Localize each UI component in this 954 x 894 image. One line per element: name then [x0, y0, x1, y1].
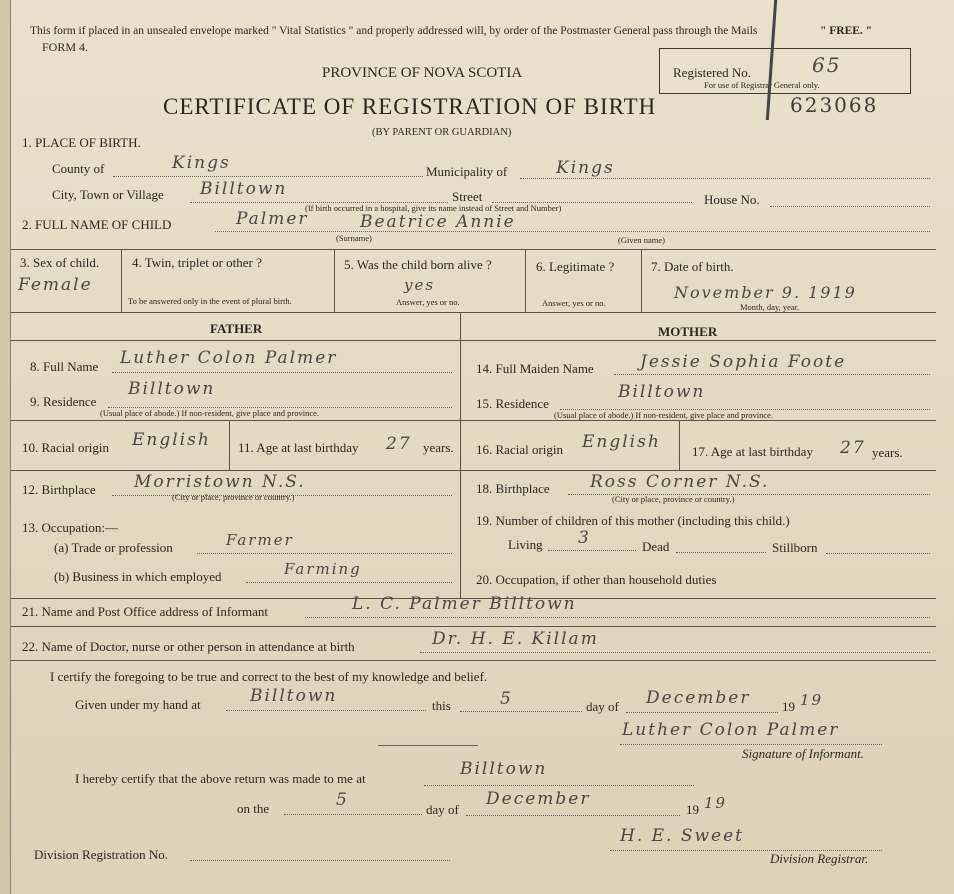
occupation-label: 13. Occupation:—: [22, 520, 119, 535]
living-value: 3: [578, 528, 591, 548]
given-month: December: [646, 688, 751, 708]
city-value: Billtown: [200, 179, 288, 199]
registrar-signature: H. E. Sweet: [620, 826, 744, 846]
registrar-day: 5: [336, 790, 349, 810]
mother-name: Jessie Sophia Foote: [640, 352, 847, 372]
doctor-label: 22. Name of Doctor, nurse or other person in attendance at birth: [22, 639, 355, 654]
registrar-note: For use of Registrar General only.: [704, 80, 820, 90]
mother-occupation-label: 20. Occupation, if other than household duties: [476, 572, 717, 587]
given-year-prefix: 19: [782, 699, 795, 714]
mother-birthplace: Ross Corner N.S.: [590, 472, 770, 492]
alive-value: yes: [404, 276, 436, 294]
father-name-label: 8. Full Name: [30, 359, 99, 374]
child-name-label: 2. FULL NAME OF CHILD: [22, 217, 172, 232]
county-label: County of: [52, 161, 105, 176]
children-label: 19. Number of children of this mother (including this child.): [476, 513, 790, 528]
dob-value: November 9. 1919: [674, 283, 857, 302]
mother-name-label: 14. Full Maiden Name: [476, 361, 594, 376]
father-age-label: 11. Age at last birthday: [238, 440, 359, 455]
alive-label: 5. Was the child born alive ?: [344, 257, 492, 272]
given-day: 5: [500, 689, 513, 709]
sex-label: 3. Sex of child.: [20, 255, 100, 270]
division-registrar-caption: Division Registrar.: [770, 851, 869, 866]
father-birthplace: Morristown N.S.: [134, 472, 306, 492]
registrar-statement: I hereby certify that the above return was made to me at: [75, 771, 366, 786]
stillborn-label: Stillborn: [772, 540, 818, 555]
registered-number: 65: [812, 53, 842, 77]
mother-residence: Billtown: [618, 382, 706, 402]
free-mark: " FREE. ": [820, 25, 873, 37]
municipality-value: Kings: [556, 158, 615, 178]
twin-label: 4. Twin, triplet or other ?: [132, 255, 262, 270]
father-residence-note: (Usual place of abode.) If non-resident, give place and province.: [100, 408, 320, 418]
page-title: CERTIFICATE OF REGISTRATION OF BIRTH: [163, 94, 657, 119]
business-value: Farming: [284, 560, 362, 578]
living-label: Living: [508, 537, 543, 552]
certify-statement: I certify the foregoing to be true and correct to the best of my knowledge and belief.: [50, 669, 488, 684]
mother-racial: English: [582, 432, 661, 452]
doctor-value: Dr. H. E. Killam: [432, 629, 599, 649]
registrar-day-of-label: day of: [426, 802, 459, 817]
mother-age-label: 17. Age at last birthday: [692, 444, 813, 459]
province-heading: PROVINCE OF NOVA SCOTIA: [322, 65, 523, 81]
father-birthplace-label: 12. Birthplace: [22, 482, 96, 497]
registered-label: Registered No.: [673, 65, 751, 80]
informant-signature-caption: Signature of Informant.: [742, 746, 864, 761]
mother-birthplace-note: (City or place, province or country.): [612, 494, 735, 504]
father-residence-label: 9. Residence: [30, 394, 97, 409]
registrar-month: December: [486, 789, 591, 809]
surname-caption: (Surname): [336, 233, 372, 243]
informant-value: L. C. Palmer Billtown: [352, 594, 577, 614]
binding-strip: [0, 0, 11, 894]
father-years: years.: [423, 440, 454, 455]
father-age: 27: [386, 434, 412, 454]
father-birthplace-note: (City or place, province or country.): [172, 492, 295, 502]
mother-heading: MOTHER: [658, 324, 718, 339]
trade-label: (a) Trade or profession: [54, 540, 173, 555]
child-given-names: Beatrice Annie: [360, 212, 516, 232]
place-of-birth-heading: 1. PLACE OF BIRTH.: [22, 135, 141, 150]
given-day-of-label: day of: [586, 699, 619, 714]
given-place: Billtown: [250, 686, 338, 706]
trade-value: Farmer: [226, 531, 294, 549]
business-label: (b) Business in which employed: [54, 569, 222, 584]
division-registration-label: Division Registration No.: [34, 847, 168, 862]
city-label: City, Town or Village: [52, 187, 164, 202]
dob-label: 7. Date of birth.: [651, 259, 734, 274]
legitimate-note: Answer, yes or no.: [542, 298, 606, 308]
father-racial: English: [132, 430, 211, 450]
registrar-place: Billtown: [460, 759, 548, 779]
registrar-year-prefix: 19: [686, 802, 699, 817]
mother-residence-note: (Usual place of abode.) If non-resident, give place and province.: [554, 410, 774, 420]
mother-residence-label: 15. Residence: [476, 396, 549, 411]
mother-birthplace-label: 18. Birthplace: [476, 481, 550, 496]
given-this-label: this: [432, 698, 451, 713]
page-subtitle: (BY PARENT OR GUARDIAN): [372, 127, 512, 138]
mother-racial-label: 16. Racial origin: [476, 442, 564, 457]
child-surname: Palmer: [236, 209, 309, 229]
father-residence: Billtown: [128, 379, 216, 399]
mailing-notice: This form if placed in an unsealed envelope marked " Vital Statistics " and properly addressed will, by order of the Postmaster General pass through the Mails: [30, 25, 758, 37]
form-number: FORM 4.: [42, 40, 89, 54]
sex-value: Female: [18, 275, 93, 295]
given-year: 19: [800, 691, 824, 709]
informant-label: 21. Name and Post Office address of Informant: [22, 604, 268, 619]
twin-note: To be answered only in the event of plural birth.: [128, 296, 292, 306]
legitimate-label: 6. Legitimate ?: [536, 259, 615, 274]
dob-note: Month, day, year.: [740, 302, 800, 312]
father-name: Luther Colon Palmer: [120, 348, 338, 368]
mother-years: years.: [872, 445, 903, 460]
stamp-number: 623068: [790, 93, 879, 117]
registrar-year: 19: [704, 794, 728, 812]
municipality-label: Municipality of: [426, 164, 508, 179]
father-racial-label: 10. Racial origin: [22, 440, 110, 455]
county-value: Kings: [172, 153, 231, 173]
father-heading: FATHER: [210, 321, 263, 336]
street-label: Street: [452, 189, 483, 204]
informant-signature: Luther Colon Palmer: [622, 720, 840, 740]
street-note: (If birth occurred in a hospital, give its name instead of Street and Number): [305, 203, 562, 213]
mother-age: 27: [840, 438, 866, 458]
dead-label: Dead: [642, 539, 670, 554]
alive-note: Answer, yes or no.: [396, 297, 460, 307]
given-caption: (Given name): [618, 235, 665, 245]
house-label: House No.: [704, 192, 760, 207]
given-under-label: Given under my hand at: [75, 697, 201, 712]
registrar-on-the-label: on the: [237, 801, 270, 816]
